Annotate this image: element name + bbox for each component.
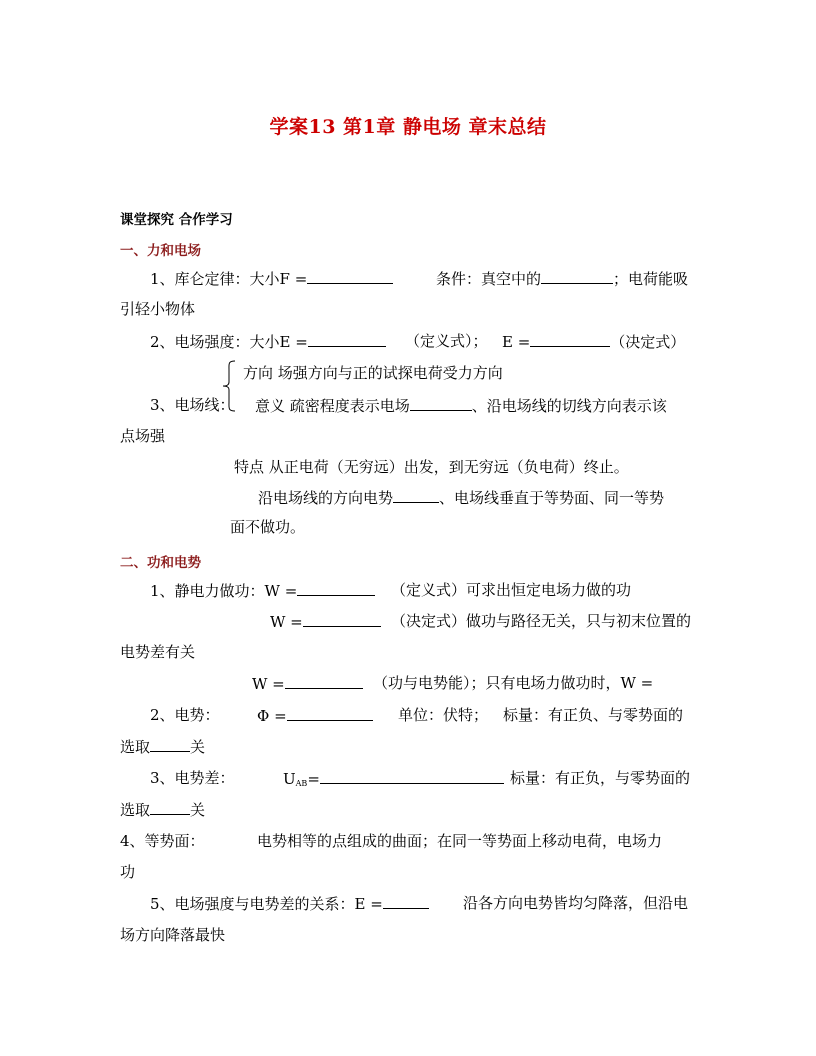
potential-diff-formula (283, 768, 504, 794)
part1-item1-line (150, 268, 393, 289)
blank-work-determination[interactable] (303, 611, 381, 627)
part1-item2-line (150, 331, 386, 352)
relation-line (150, 893, 429, 914)
potential-diff-label: 3、电势差： (150, 769, 235, 787)
potential-unit: 单位：伏特； (398, 706, 489, 724)
field-line-meaning-text: 意义 疏密程度表示电场 (255, 397, 410, 415)
field-line-potential-suffix: 、电场线垂直于等势面、同一等势 (439, 489, 665, 507)
part1-item2-def: （定义式）； (405, 332, 488, 350)
blank-work-energy[interactable] (285, 673, 363, 689)
part2-heading: 二、功和电势 (120, 555, 201, 571)
potential-scalar: 标量：有正负、与零势面的 (503, 706, 684, 724)
blank-relation[interactable] (383, 893, 429, 909)
blank-potential-relation[interactable] (150, 736, 190, 752)
field-e-label: E = (502, 333, 531, 351)
blank-field-definition[interactable] (308, 331, 386, 347)
field-line-potential (258, 487, 664, 508)
potential-phi-label: Φ = (257, 707, 287, 725)
equipotential-continuation: 功 (120, 863, 136, 881)
part2-item1-line (150, 580, 375, 601)
potential-diff-scalar: 标量：有正负，与零势面的 (510, 769, 691, 787)
potential-phi (257, 705, 373, 726)
relation-continuation: 场方向降落最快 (120, 926, 226, 944)
electric-work-label: 1、静电力做功：W = (150, 582, 298, 600)
coulomb-condition-label: 条件：真空中的 (436, 270, 542, 288)
work-w3-label: W = (252, 675, 285, 693)
electric-work-def: （定义式）可求出恒定电场力做的功 (391, 581, 632, 599)
field-line-continuation: 点场强 (120, 427, 166, 445)
relation-text: 沿各方向电势皆均匀降落，但沿电 (463, 894, 689, 912)
blank-field-determination[interactable] (530, 331, 610, 347)
field-strength-label: 2、电场强度：大小E = (150, 333, 308, 351)
blank-work-definition[interactable] (297, 580, 375, 596)
field-line-label: 3、电场线： (150, 396, 235, 414)
electric-work-energy: （功与电势能）；只有电场力做功时，W = (373, 674, 654, 692)
field-line-nowork: 面不做功。 (230, 518, 306, 536)
field-det-label: （决定式） (610, 333, 686, 351)
equipotential-label: 4、等势面： (120, 832, 205, 850)
potential-diff-cont-b: 关 (190, 801, 206, 819)
part1-heading: 一、力和电场 (120, 243, 201, 259)
blank-potential-trend[interactable] (393, 487, 439, 503)
part1-item1-continuation: 引轻小物体 (120, 300, 196, 318)
potential-diff-sub: AB (295, 779, 308, 788)
potential-cont-a: 选取 (120, 738, 151, 756)
blank-coulomb-condition[interactable] (541, 268, 613, 284)
potential-label: 2、电势： (150, 706, 220, 724)
field-line-feature: 特点 从正电荷（无穷远）出发，到无穷远（负电荷）终止。 (234, 458, 629, 476)
coulomb-law-label: 1、库仑定律：大小F = (150, 270, 308, 288)
field-line-direction: 方向 场强方向与正的试探电荷受力方向 (243, 364, 503, 382)
potential-continuation (120, 736, 205, 757)
potential-diff-continuation (120, 799, 205, 820)
potential-cont-b: 关 (190, 738, 206, 756)
potential-diff-cont-a: 选取 (120, 801, 151, 819)
relation-label: 5、电场强度与电势差的关系：E = (150, 895, 383, 913)
equipotential-text: 电势相等的点组成的曲面；在同一等势面上移动电荷，电场力 (257, 832, 663, 850)
field-line-meaning (255, 395, 667, 416)
page-title: 学案13 第1章 静电场 章末总结 (269, 116, 547, 138)
electric-work-det: （决定式）做功与路径无关，只与初末位置的 (391, 612, 692, 630)
field-line-meaning-suffix: 、沿电场线的切线方向表示该 (471, 397, 667, 415)
part2-item1-w3 (252, 673, 363, 694)
coulomb-suffix: ；电荷能吸 (613, 270, 689, 288)
blank-field-density[interactable] (410, 395, 472, 411)
blank-potential-diff-relation[interactable] (150, 799, 190, 815)
part2-item1-w2 (270, 611, 381, 632)
electric-work-continuation: 电势差有关 (120, 643, 196, 661)
blank-potential-difference[interactable] (320, 768, 504, 784)
field-line-potential-text: 沿电场线的方向电势 (258, 489, 394, 507)
work-w2-label: W = (270, 613, 303, 631)
blank-coulomb-force[interactable] (307, 268, 393, 284)
part1-item2-e (502, 331, 685, 352)
part1-item1-condition (436, 268, 688, 289)
potential-diff-eq: = (307, 770, 320, 788)
potential-diff-u: U (283, 770, 296, 788)
section-heading: 课堂探究 合作学习 (120, 212, 233, 228)
blank-potential-definition[interactable] (287, 705, 373, 721)
